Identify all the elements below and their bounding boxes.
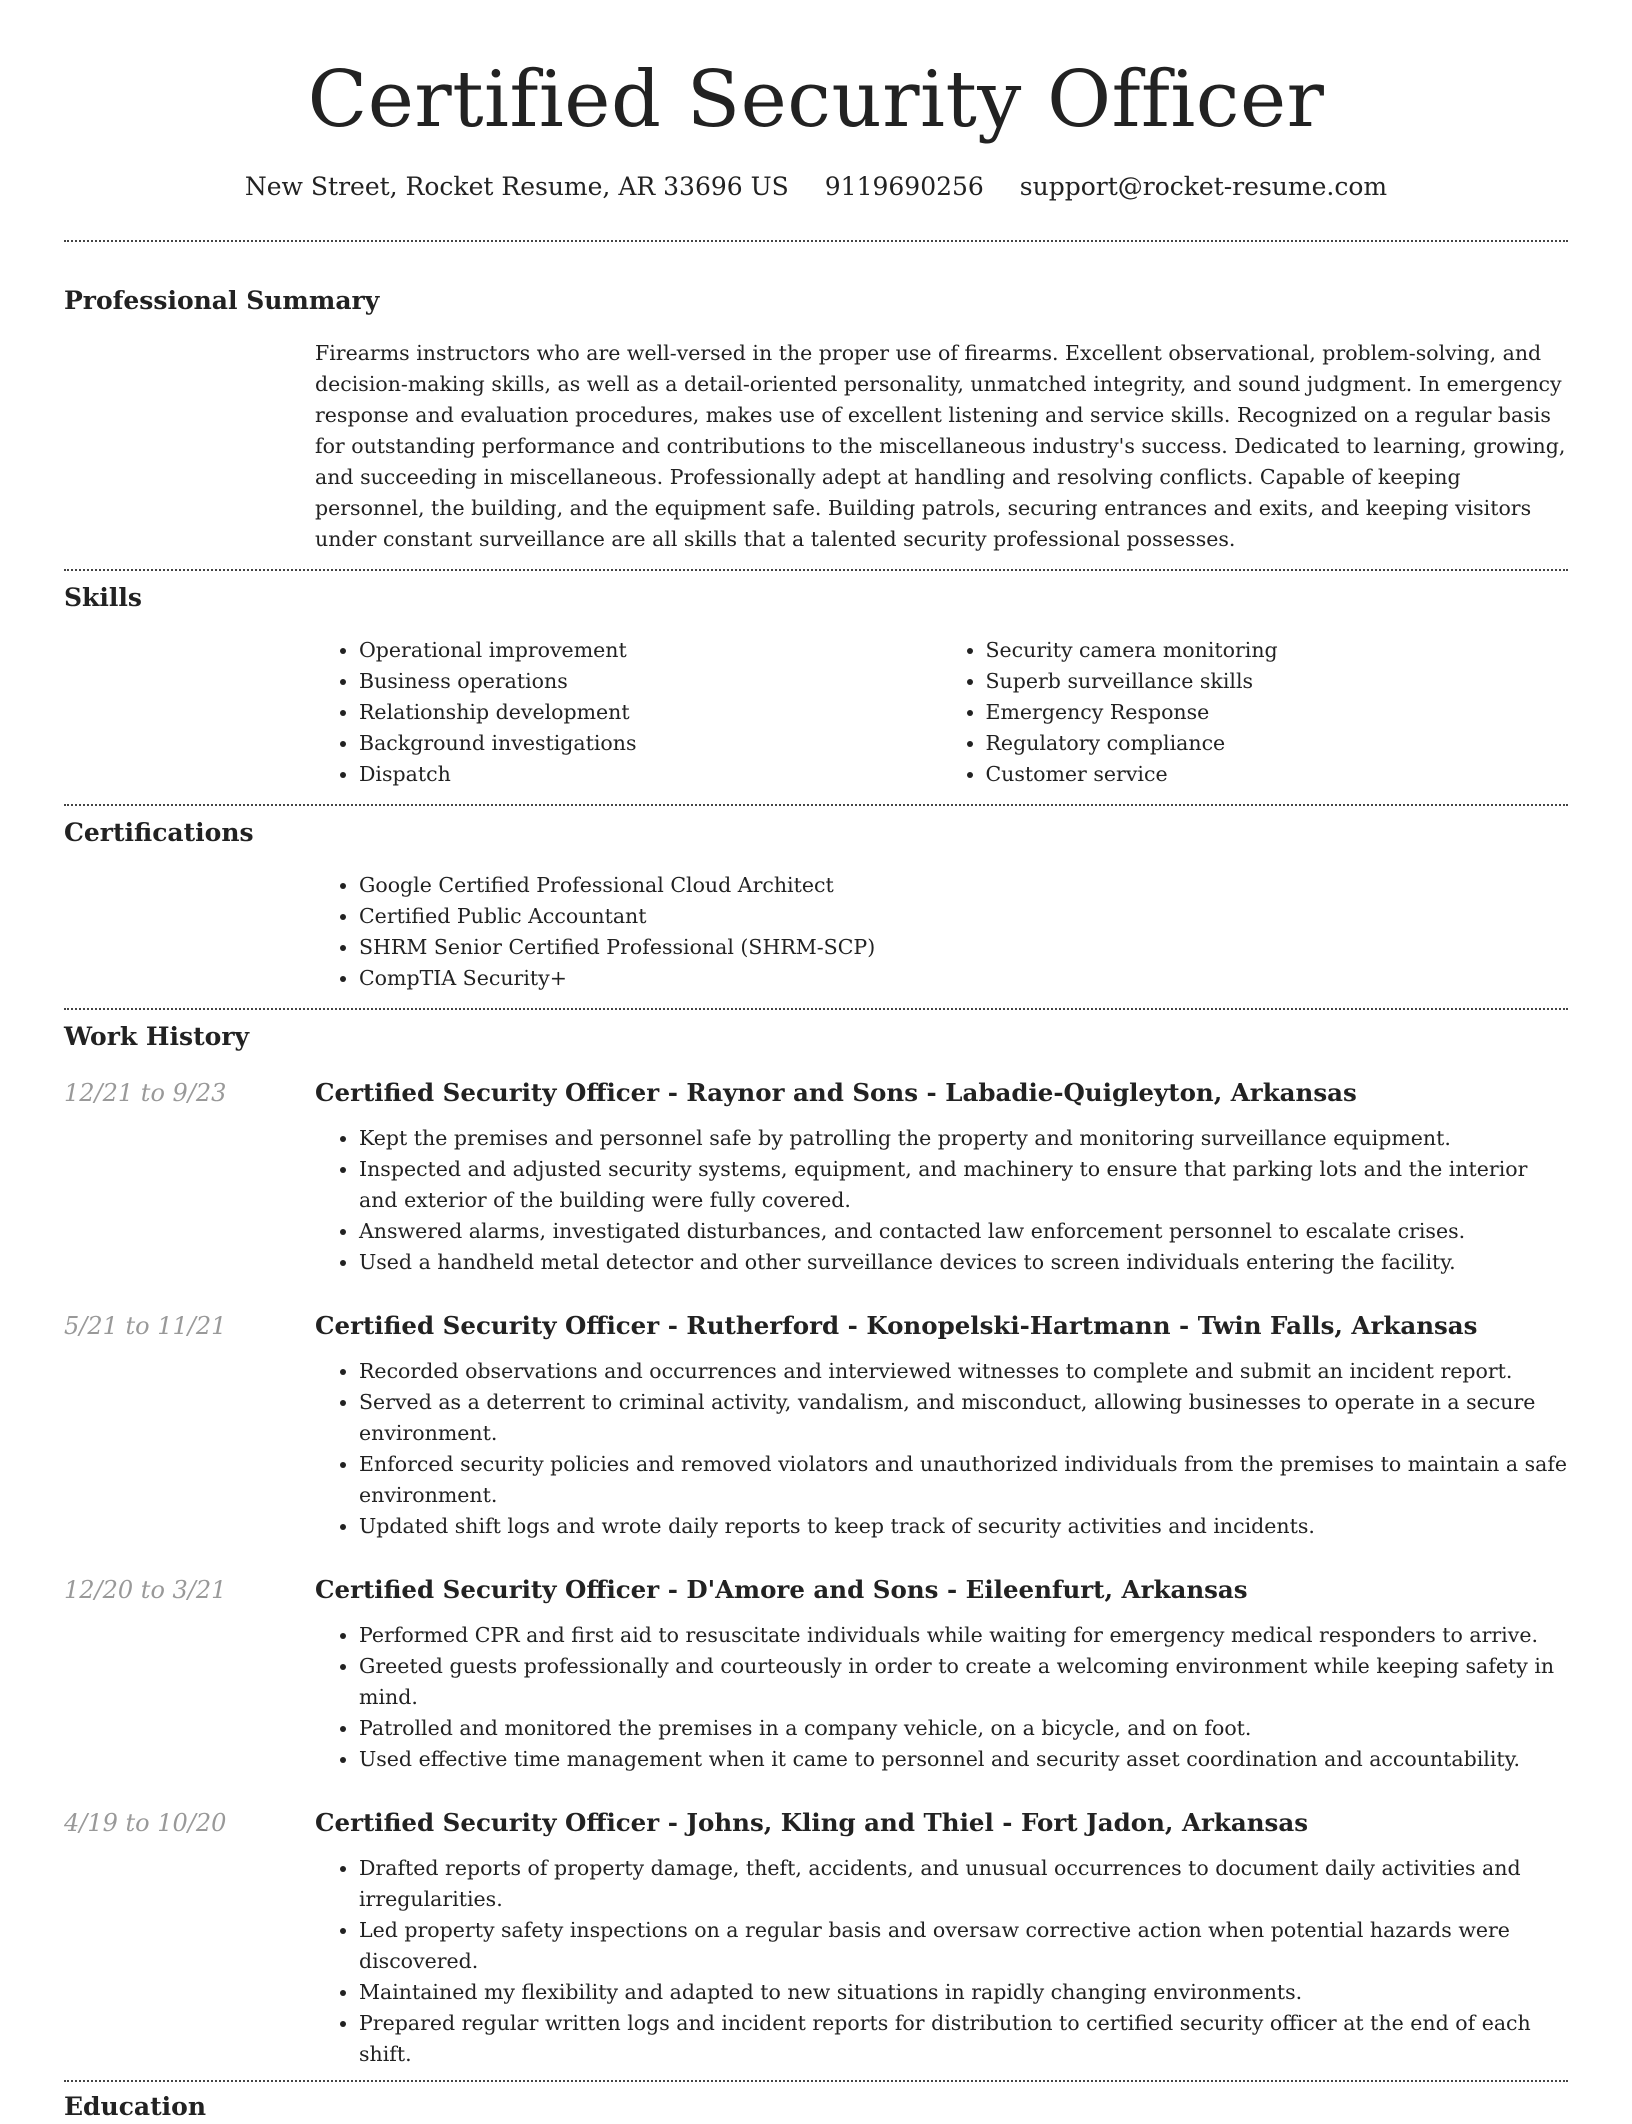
job-bullet: • Patrolled and monitored the premises in a company vehicle, on a bicycle, and on foot. [359,1713,1568,1744]
resume-page [64,0,1568,2124]
job-bullets [315,1356,1568,1542]
certification-item: • SHRM Senior Certified Professional (SHRM-SCP) [359,932,1568,963]
contact-email: support@rocket-resume.com [1019,172,1388,201]
job-bullet: • Led property safety inspections on a regular basis and oversaw corrective action when potential hazards were discovered. [359,1915,1568,1977]
summary-text: Firearms instructors who are well-versed in the proper use of firearms. Excellent observational, problem-solving, and decision-making skills, as well as a detail-oriented personality, unmatched integrity, and sound judgment. In emergency response and evaluation procedures, makes use of excellent listening and service skills. Recognized on a regular basis for outstanding performance and contributions to the miscellaneous industry's success. Dedicated to learning, growing, and succeeding in miscellaneous. Professionally adept at handling and resolving conflicts. Capable of keeping personnel, the building, and the equipment safe. Building patrols, securing entrances and exits, and keeping visitors under constant surveillance are all skills that a talented security professional possesses. [315,341,1566,551]
skill-item: • Emergency Response [986,697,1569,728]
divider [64,569,1568,571]
job-bullet: • Inspected and adjusted security systems, equipment, and machinery to ensure that parking lots and the interior and exterior of the building were fully covered. [359,1154,1568,1216]
summary-title: Professional Summary [64,286,380,315]
job-bullet: • Updated shift logs and wrote daily reports to keep track of security activities and incidents. [359,1511,1568,1542]
skill-item: • Relationship development [359,697,942,728]
divider [64,804,1568,806]
job-bullet: • Recorded observations and occurrences and interviewed witnesses to complete and submit an incident report. [359,1356,1568,1387]
skill-item: • Business operations [359,666,942,697]
certification-item: • Google Certified Professional Cloud Architect [359,870,1568,901]
job-bullet: • Answered alarms, investigated disturbances, and contacted law enforcement personnel to escalate crises. [359,1216,1568,1247]
job-heading: Certified Security Officer - Rutherford - Konopelski-Hartmann - Twin Falls, Arkansas [315,1311,1478,1340]
skill-item: • Operational improvement [359,635,942,666]
job-heading: Certified Security Officer - Raynor and Sons - Labadie-Quigleyton, Arkansas [315,1078,1357,1107]
job-bullet: • Used a handheld metal detector and other surveillance devices to screen individuals entering the facility. [359,1247,1568,1278]
job-heading: Certified Security Officer - Johns, Kling and Thiel - Fort Jadon, Arkansas [315,1808,1309,1837]
skills-list-left [315,635,942,790]
job-bullet: • Maintained my flexibility and adapted to new situations in rapidly changing environments. [359,1977,1568,2008]
job-dates: 12/20 to 3/21 [64,1576,227,1604]
certification-item: • CompTIA Security+ [359,963,1568,994]
summary-section [64,0,1568,280]
job-heading: Certified Security Officer - D'Amore and Sons - Eileenfurt, Arkansas [315,1575,1248,1604]
skills-grid [315,635,1568,790]
job-bullets [315,1620,1568,1775]
skills-list-right [942,635,1569,790]
job-bullet: • Greeted guests professionally and courteously in order to create a welcoming environment while keeping safety in mind. [359,1651,1568,1713]
job-entry [64,1573,1568,1775]
contact-address: New Street, Rocket Resume, AR 33696 US [244,172,789,201]
job-entry [64,1309,1568,1542]
skill-item: • Regulatory compliance [986,728,1569,759]
job-bullet: • Served as a deterrent to criminal activity, vandalism, and misconduct, allowing businesses to operate in a secure environment. [359,1387,1568,1449]
job-entry [64,1076,1568,1278]
job-bullet: • Kept the premises and personnel safe by patrolling the property and monitoring surveillance equipment. [359,1123,1568,1154]
job-bullets [315,1123,1568,1278]
job-bullet: • Prepared regular written logs and incident reports for distribution to certified security officer at the end of each shift. [359,2008,1568,2070]
job-bullet: • Drafted reports of property damage, theft, accidents, and unusual occurrences to document daily activities and irregularities. [359,1853,1568,1915]
certification-item: • Certified Public Accountant [359,901,1568,932]
certifications-title: Certifications [64,818,254,847]
skills-title: Skills [64,583,142,612]
skill-item: • Superb surveillance skills [986,666,1569,697]
contact-phone: 9119690256 [824,172,984,201]
resume-name: Certified Security Officer [307,55,1325,145]
job-entry [64,1806,1568,2070]
certifications-list [315,870,1568,994]
job-dates: 5/21 to 11/21 [64,1312,227,1340]
job-dates: 12/21 to 9/23 [64,1079,227,1107]
skill-item: • Security camera monitoring [986,635,1569,666]
job-bullet: • Used effective time management when it came to personnel and security asset coordination and accountability. [359,1744,1568,1775]
work-history-title: Work History [64,1022,250,1051]
education-title: Education [64,2092,207,2121]
job-bullet: • Performed CPR and first aid to resuscitate individuals while waiting for emergency medical responders to arrive. [359,1620,1568,1651]
skill-item: • Dispatch [359,759,942,790]
skill-item: • Background investigations [359,728,942,759]
job-bullet: • Enforced security policies and removed violators and unauthorized individuals from the premises to maintain a safe environment. [359,1449,1568,1511]
skill-item: • Customer service [986,759,1569,790]
job-dates: 4/19 to 10/20 [64,1809,227,1837]
divider [64,2080,1568,2082]
divider [64,1008,1568,1010]
job-bullets [315,1853,1568,2070]
